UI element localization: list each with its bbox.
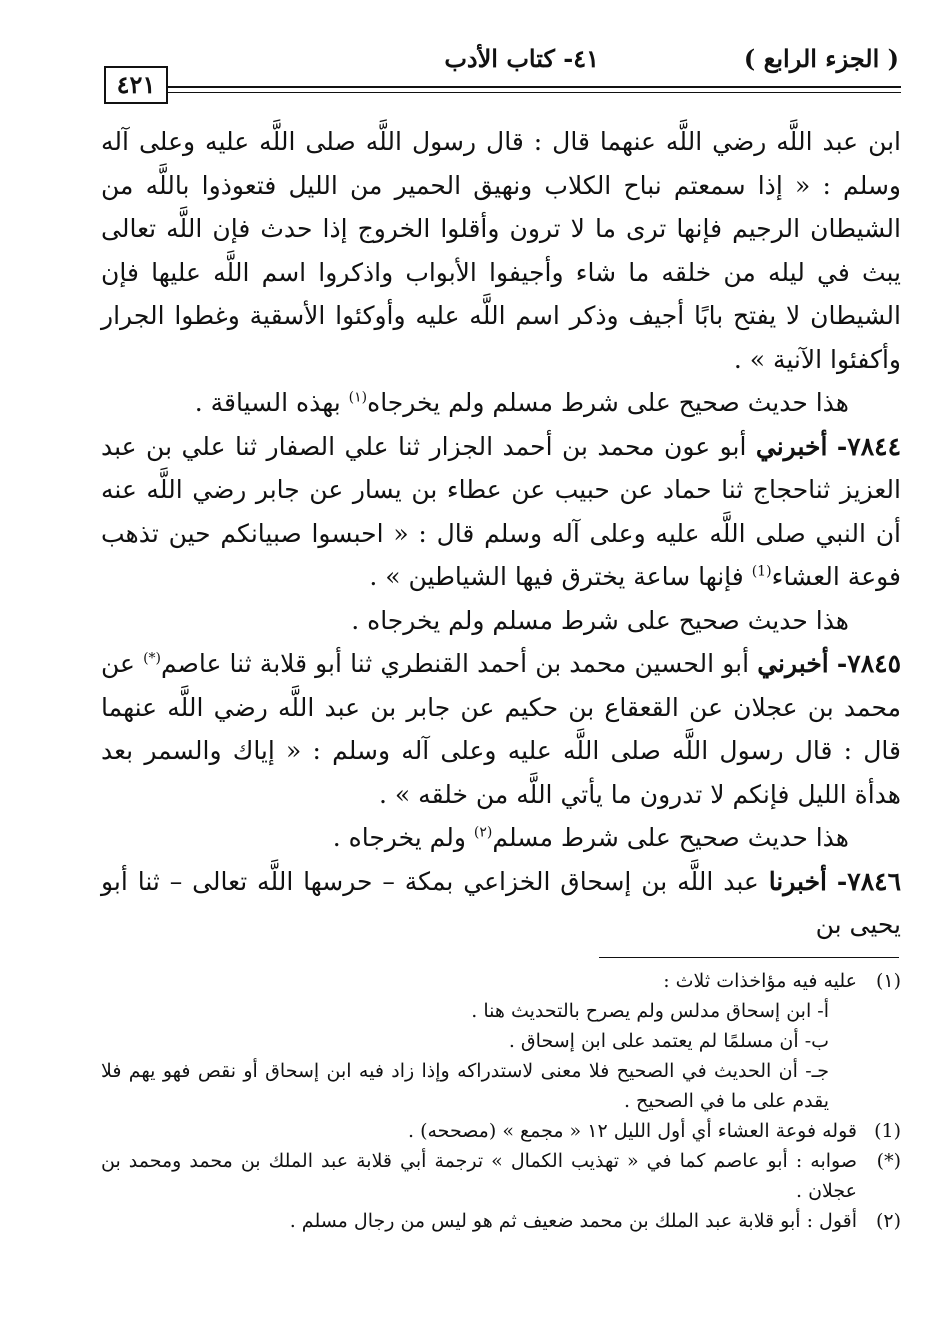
hadith-grading: هذا حديث صحيح على شرط مسلم$^{(٢)}$ ولم يخرجاه . xyxy=(332,823,849,852)
hadith-keyword: أخبرني xyxy=(755,431,828,461)
page-number: ٤٢١ xyxy=(104,66,168,104)
hadith-grading: هذا حديث صحيح على شرط مسلم ولم يخرجاه . xyxy=(351,605,849,635)
footnote-ref[interactable]: (٢) xyxy=(473,824,493,841)
footnote-mark: (*) xyxy=(876,1150,901,1172)
footnote-ref[interactable]: (١) xyxy=(348,389,368,406)
hadith-number: ٧٨٤٥- xyxy=(836,649,901,678)
volume-title: ( الجزء الرابع ) xyxy=(743,44,899,73)
footnote-4: (٢) أقول : أبو قلابة عبد الملك بن محمد ضعيف ثم هو ليس من رجال مسلم . xyxy=(101,1206,901,1236)
book-title: ٤١- كتاب الأدب xyxy=(444,44,599,73)
footnote-1-item-b: ب- أن مسلمًا لم يعتمد على ابن إسحاق . xyxy=(508,1030,829,1052)
footnote-1-item-c: جـ- أن الحديث في الصحيح فلا معنى لاستدراكه وإذا زاد فيه ابن إسحاق أو نقص فهو يهم فلا يقدم على ما في الصحيح . xyxy=(101,1060,829,1112)
hadith-number: ٧٨٤٤- xyxy=(836,431,901,461)
footnote-separator xyxy=(599,957,899,958)
footnote-mark: (١) xyxy=(875,970,901,992)
header-rule-thin xyxy=(166,92,901,93)
footnote-mark: (٢) xyxy=(875,1210,901,1232)
hadith-continuation: ابن عبد اللَّه رضي اللَّه عنهما قال : قال رسول اللَّه صلى اللَّه عليه وعلى آله وسلم : « إذا سمعتم نباح الكلاب ونهيق الحمير من الليل فتعوذوا باللَّه من الشيطان الرجيم فإنها ترى ما لا ترون وأقلوا الخروج إذا حدث فإن اللَّه تعالى يبث في ليله من خلقه ما شاء وأجيفوا الأبواب واذكروا اسم اللَّه عليها فإن الشيطان لا يفتح بابًا أجيف وذكر اسم اللَّه عليه وأوكئوا الأسقية وغطوا الجرار وأكفئوا الآنية » . xyxy=(101,127,901,374)
footnote-ref[interactable]: (*) xyxy=(143,650,162,667)
hadith-keyword: أخبرني xyxy=(757,649,829,678)
hadith-number: ٧٨٤٦- xyxy=(836,866,902,896)
footnote-ref[interactable]: (1) xyxy=(751,563,772,580)
hadith-7846: ٧٨٤٦- أخبرنا عبد اللَّه بن إسحاق الخزاعي بمكة – حرسها اللَّه تعالى – ثنا أبو يحيى بن xyxy=(101,866,902,939)
hadith-7844: ٧٨٤٤- أخبرني أبو عون محمد بن أحمد الجزار ثنا علي الصفار ثنا علي بن عبد العزيز ثناحجاج ثنا حماد عن حبيب عن عطاء بن يسار عن جابر رضي اللَّه عنه أن النبي صلى اللَّه عليه وعلى آله وسلم قال : « احبسوا صبيانكم حين تذهب فوعة العشاء$^{(1)}$ فإنها ساعة يخترق فيها الشياطين » . xyxy=(101,431,901,591)
main-text xyxy=(101,120,901,947)
hadith-7845: ٧٨٤٥- أخبرني أبو الحسين محمد بن أحمد القنطري ثنا أبو قلابة ثنا عاصم(*) عن محمد بن عجلان عن القعقاع بن حكيم عن جابر بن عبد اللَّه رضي اللَّه عنهما قال : قال رسول اللَّه صلى اللَّه عليه وعلى آله وسلم : « إياك والسمر بعد هدأة الليل فإنكم لا تدرون ما يأتي اللَّه من خلقه » . xyxy=(101,649,901,809)
running-header xyxy=(100,44,899,84)
footnote-mark: (1) xyxy=(874,1120,901,1142)
footnote-2: (1) قوله فوعة العشاء أي أول الليل ١٢ « مجمع » (مصححه) . xyxy=(101,1116,901,1146)
footnote-1: (١) عليه فيه مؤاخذات ثلاث : xyxy=(101,966,901,996)
hadith-grading: هذا حديث صحيح على شرط مسلم ولم يخرجاه$^{(١)}$ بهذه السياقة . xyxy=(194,388,849,417)
footnotes xyxy=(101,966,901,1236)
header-rule-thick xyxy=(166,86,901,88)
footnote-1-item-a: أ- ابن إسحاق مدلس ولم يصرح بالتحديث هنا . xyxy=(471,1000,829,1022)
hadith-keyword: أخبرنا xyxy=(768,866,828,896)
footnote-3: (*) صوابه : أبو عاصم كما في « تهذيب الكمال » ترجمة أبي قلابة عبد الملك بن محمد ومحمد بن عجلان . xyxy=(101,1146,901,1206)
